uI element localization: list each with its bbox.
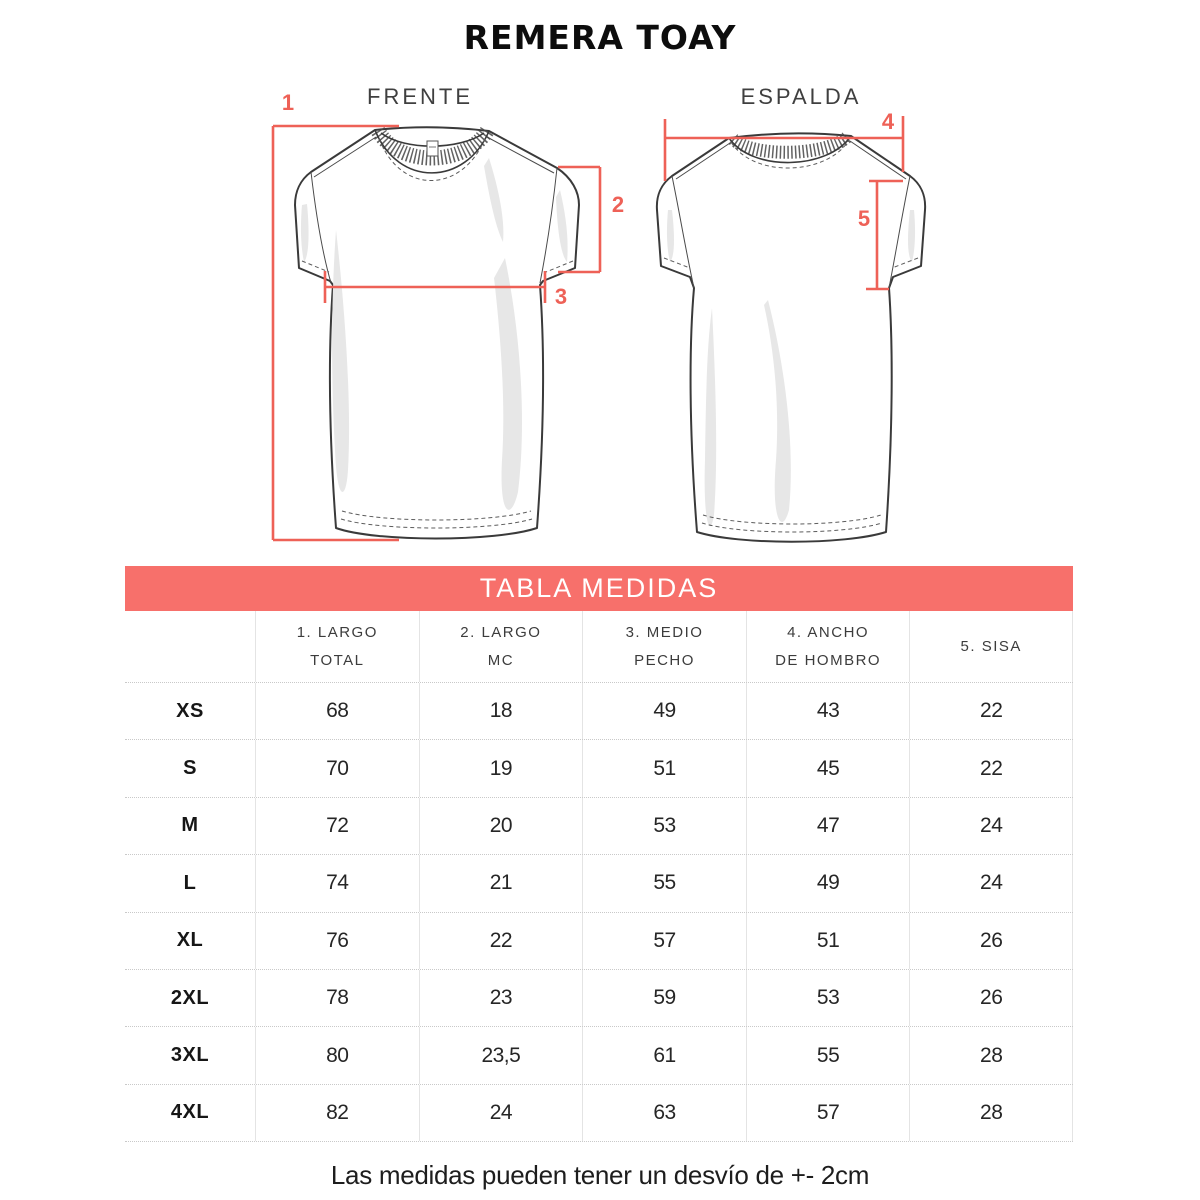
value-cell: 74 [255, 855, 419, 911]
header-line: MC [487, 651, 515, 669]
value-cell: 20 [419, 798, 583, 854]
header-line: 5. SISA [960, 637, 1022, 655]
measurement-5-label: 5 [857, 206, 871, 231]
header-cell-ancho-hombro [746, 611, 910, 682]
table-row-2xl [125, 969, 1073, 1026]
value-cell: 80 [255, 1027, 419, 1083]
value-cell: 22 [909, 683, 1073, 739]
measurement-3-label: 3 [554, 284, 568, 309]
value-cell: 22 [909, 740, 1073, 796]
value-cell: 49 [582, 683, 746, 739]
size-cell: L [183, 871, 197, 894]
value-cell: 28 [909, 1027, 1073, 1083]
value-cell: 28 [909, 1085, 1073, 1141]
value-cell: 53 [582, 798, 746, 854]
header-line: 1. LARGO [296, 623, 378, 641]
value-cell: 47 [746, 798, 910, 854]
table-row-m [125, 797, 1073, 854]
size-cell: M [181, 814, 199, 837]
size-cell: 3XL [170, 1044, 210, 1067]
measurement-4-label: 4 [881, 109, 895, 134]
table-row-xl [125, 912, 1073, 969]
table-header-row [125, 611, 1073, 682]
value-cell: 63 [582, 1085, 746, 1141]
front-shirt-drawing [295, 127, 579, 538]
header-line: 4. ANCHO [787, 623, 870, 641]
measurement-2-label: 2 [611, 192, 625, 217]
value-cell: 24 [909, 855, 1073, 911]
header-cell-medio-pecho [582, 611, 746, 682]
value-cell: 45 [746, 740, 910, 796]
value-cell: 18 [419, 683, 583, 739]
size-cell: 2XL [170, 986, 210, 1009]
front-view-label: FRENTE [367, 84, 473, 109]
value-cell: 26 [909, 970, 1073, 1026]
measurement-1-label: 1 [281, 90, 295, 115]
value-cell: 24 [419, 1085, 583, 1141]
value-cell: 43 [746, 683, 910, 739]
table-row-l [125, 854, 1073, 911]
page-title: REMERA TOAY [463, 18, 737, 57]
back-view-label: ESPALDA [740, 84, 862, 109]
header-line: 3. MEDIO [625, 623, 704, 641]
header-line: 2. LARGO [460, 623, 542, 641]
header-line: PECHO [634, 651, 695, 669]
footer-note: Las medidas pueden tener un desvío de +- 2cm [330, 1160, 870, 1190]
value-cell: 76 [255, 913, 419, 969]
value-cell: 82 [255, 1085, 419, 1141]
table-row-s [125, 739, 1073, 796]
value-cell: 57 [582, 913, 746, 969]
size-table [125, 566, 1073, 1142]
table-title-banner [125, 566, 1073, 611]
size-cell: XL [176, 929, 204, 952]
header-line: DE HOMBRO [775, 651, 882, 669]
value-cell: 49 [746, 855, 910, 911]
table-row-4xl [125, 1084, 1073, 1141]
value-cell: 55 [746, 1027, 910, 1083]
size-cell: S [183, 757, 197, 780]
value-cell: 72 [255, 798, 419, 854]
value-cell: 61 [582, 1027, 746, 1083]
value-cell: 59 [582, 970, 746, 1026]
header-line: TOTAL [310, 651, 365, 669]
value-cell: 21 [419, 855, 583, 911]
value-cell: 22 [419, 913, 583, 969]
value-cell: 24 [909, 798, 1073, 854]
value-cell: 55 [582, 855, 746, 911]
value-cell: 51 [582, 740, 746, 796]
header-cell-sisa [909, 611, 1073, 682]
value-cell: 57 [746, 1085, 910, 1141]
back-shirt-drawing [657, 133, 925, 541]
value-cell: 26 [909, 913, 1073, 969]
size-cell: XS [176, 699, 204, 722]
table-row-xs [125, 682, 1073, 739]
header-cell-size [125, 611, 255, 682]
value-cell: 53 [746, 970, 910, 1026]
value-cell: 70 [255, 740, 419, 796]
value-cell: 51 [746, 913, 910, 969]
value-cell: 23 [419, 970, 583, 1026]
table-title: TABLA MEDIDAS [479, 573, 719, 603]
size-cell: 4XL [170, 1101, 210, 1124]
header-cell-largo-total [255, 611, 419, 682]
table-bottom-border [125, 1141, 1073, 1142]
value-cell: 19 [419, 740, 583, 796]
value-cell: 23,5 [419, 1027, 583, 1083]
value-cell: 68 [255, 683, 419, 739]
value-cell: 78 [255, 970, 419, 1026]
header-cell-largo-mc [419, 611, 583, 682]
table-row-3xl [125, 1026, 1073, 1083]
